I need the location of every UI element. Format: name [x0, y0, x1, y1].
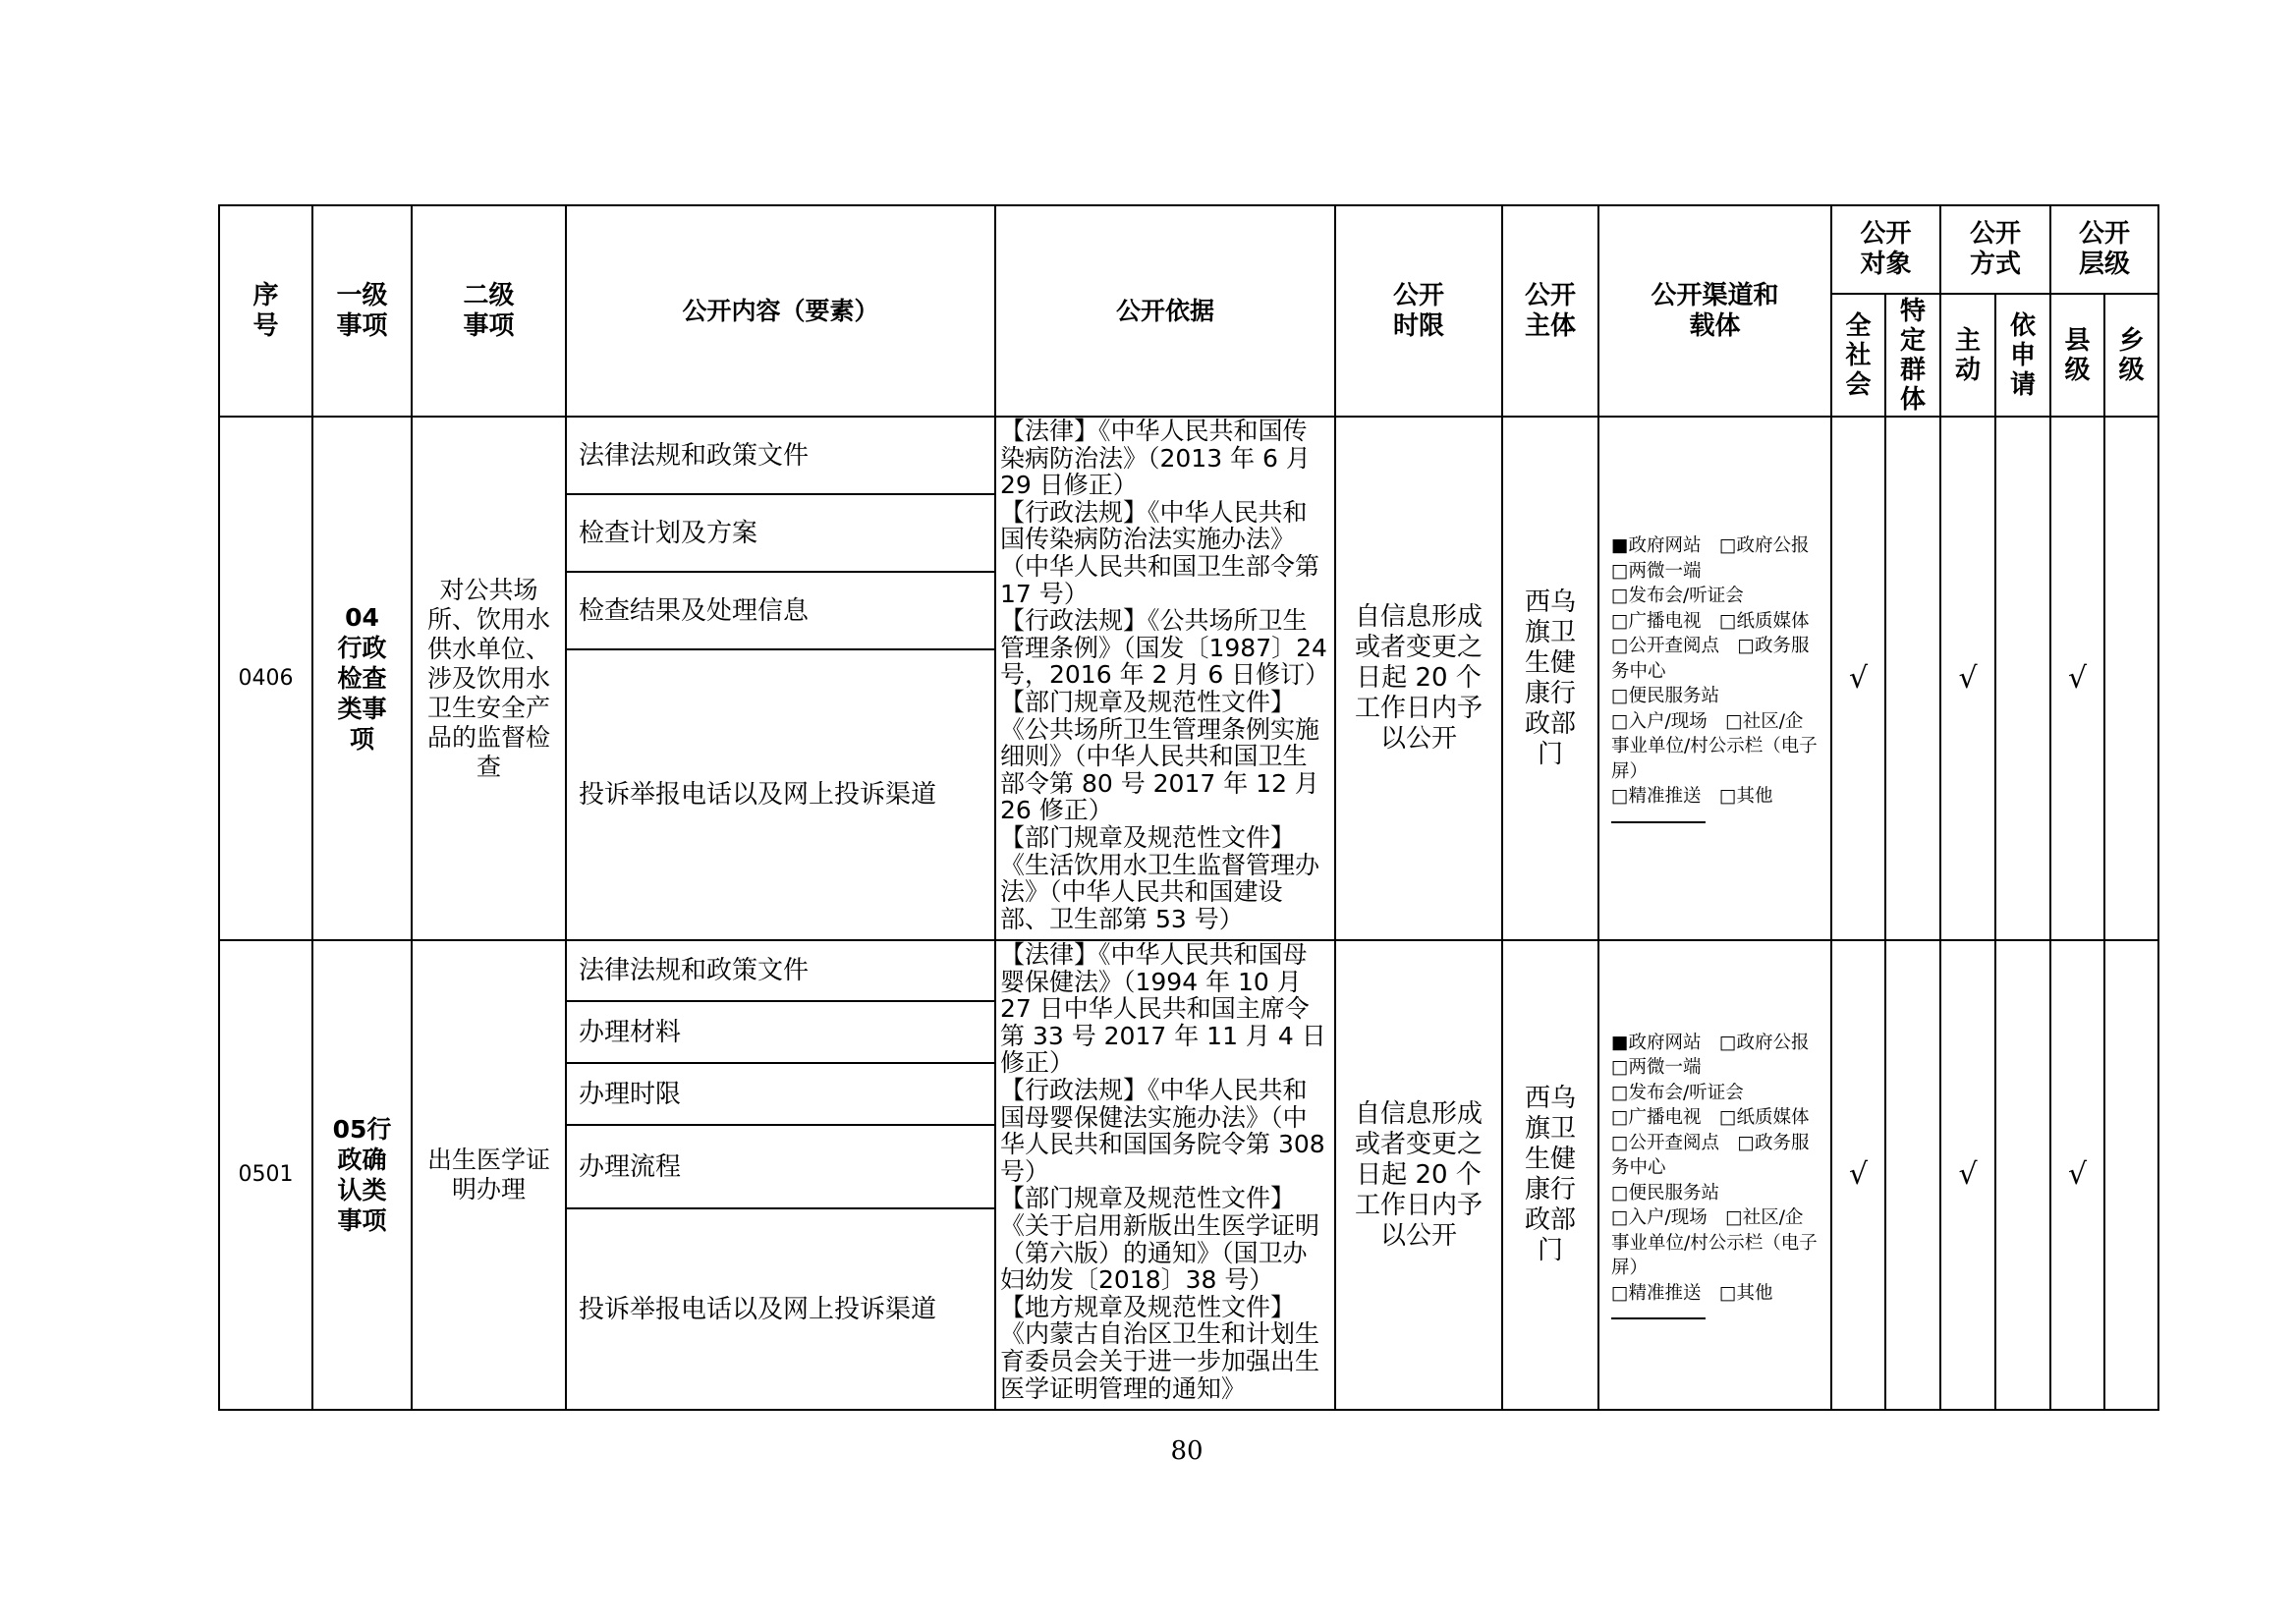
header-content: 公开内容（要素） — [566, 205, 995, 417]
header-target-specific: 特定群体 — [1885, 294, 1940, 417]
content-item: 办理流程 — [566, 1125, 995, 1208]
timing-cell: 自信息形成或者变更之日起 20 个工作日内予以公开 — [1335, 417, 1502, 940]
level1-cell: 05行政确认类事项 — [312, 940, 412, 1410]
check-mark: √ — [2050, 940, 2104, 1410]
header-subject: 公开主体 — [1502, 205, 1598, 417]
basis-cell — [995, 417, 1335, 940]
seq-cell: 0406 — [219, 417, 312, 940]
channel-cell — [1598, 417, 1831, 940]
content-item: 法律法规和政策文件 — [566, 940, 995, 1001]
content-item: 办理时限 — [566, 1063, 995, 1125]
level1-cell: 04 行政检查类事项 — [312, 417, 412, 940]
header-method-active: 主动 — [1940, 294, 1995, 417]
check-cell — [2104, 417, 2158, 940]
channel-option: □发布会/听证会 — [1611, 586, 1744, 607]
check-cell — [1995, 940, 2050, 1410]
channel-option: □便民服务站 — [1611, 1182, 1719, 1203]
subject-cell: 西乌旗卫生健康行政部门 — [1502, 940, 1598, 1410]
header-level1: 一级事项 — [312, 205, 412, 417]
header-target-all: 全社会 — [1831, 294, 1885, 417]
basis-item: 【部门规章及规范性文件】《生活饮用水卫生监督管理办法》（中华人民共和国建设部、卫生部第 53 号） — [1000, 822, 1320, 933]
basis-item: 【行政法规】《中华人民共和国母婴保健法实施办法》（中华人民共和国国务院令第 308 号） — [1000, 1075, 1325, 1186]
header-timing: 公开时限 — [1335, 205, 1502, 417]
check-mark: √ — [1940, 417, 1995, 940]
channel-cell — [1598, 940, 1831, 1410]
timing-cell: 自信息形成或者变更之日起 20 个工作日内予以公开 — [1335, 940, 1502, 1410]
check-cell — [1885, 940, 1940, 1410]
channel-option: □广播电视 □纸质媒体 □公开查阅点 □政务服务中心 — [1611, 610, 1827, 682]
header-level-township: 乡级 — [2104, 294, 2158, 417]
header-method-apply: 依申请 — [1995, 294, 2050, 417]
basis-item: 【行政法规】《公共场所卫生管理条例》（国发〔1987〕24 号，2016 年 2 月 6 日修订） — [1000, 606, 1330, 690]
header-method: 公开方式 — [1940, 205, 2050, 294]
basis-item: 【法律】《中华人民共和国母婴保健法》（1994 年 10 月 27 日中华人民共和国主席令第 33 号 2017 年 11 月 4 日修正） — [1000, 940, 1326, 1078]
channel-option: □入户/现场 □社区/企事业单位/村公示栏（电子屏） — [1611, 710, 1818, 782]
channel-option: ■政府网站 □政府公报 □两微一端 — [1611, 1032, 1827, 1079]
check-cell — [2104, 940, 2158, 1410]
table-row — [219, 940, 2158, 1001]
blank-line — [1611, 1317, 1706, 1319]
check-mark: √ — [1940, 940, 1995, 1410]
subject-cell: 西乌旗卫生健康行政部门 — [1502, 417, 1598, 940]
table-row — [219, 417, 2158, 494]
level2-cell: 出生医学证明办理 — [412, 940, 566, 1410]
content-item: 投诉举报电话以及网上投诉渠道 — [566, 649, 995, 940]
content-item: 投诉举报电话以及网上投诉渠道 — [566, 1208, 995, 1410]
header-level2: 二级事项 — [412, 205, 566, 417]
basis-item: 【部门规章及规范性文件】《公共场所卫生管理条例实施细则》（中华人民共和国卫生部令第 80 号 2017 年 12 月 26 修正） — [1000, 687, 1320, 825]
header-level: 公开层级 — [2050, 205, 2158, 294]
channel-option: □精准推送 □其他 — [1611, 786, 1773, 808]
content-item: 检查计划及方案 — [566, 494, 995, 572]
channel-option: □入户/现场 □社区/企事业单位/村公示栏（电子屏） — [1611, 1207, 1818, 1279]
channel-option: ■政府网站 □政府公报 □两微一端 — [1611, 535, 1827, 582]
header-level-county: 县级 — [2050, 294, 2104, 417]
basis-item: 【部门规章及规范性文件】《关于启用新版出生医学证明（第六版）的通知》（国卫办妇幼发〔2018〕38 号） — [1000, 1184, 1320, 1295]
channel-option: □精准推送 □其他 — [1611, 1282, 1773, 1304]
header-basis: 公开依据 — [995, 205, 1335, 417]
level2-cell: 对公共场所、饮用水供水单位、涉及饮用水卫生安全产品的监督检查 — [412, 417, 566, 940]
basis-item: 【法律】《中华人民共和国传染病防治法》（2013 年 6 月 29 日修正） — [1000, 417, 1311, 500]
basis-cell — [995, 940, 1335, 1410]
blank-line — [1611, 821, 1706, 823]
seq-cell: 0501 — [219, 940, 312, 1410]
disclosure-table — [218, 204, 2159, 1411]
content-item: 办理材料 — [566, 1001, 995, 1063]
basis-item: 【地方规章及规范性文件】《内蒙古自治区卫生和计划生育委员会关于进一步加强出生医学证明管理的通知》 — [1000, 1292, 1320, 1403]
channel-option: □便民服务站 — [1611, 686, 1719, 707]
channel-option: □发布会/听证会 — [1611, 1082, 1744, 1103]
check-cell — [1885, 417, 1940, 940]
page-number: 80 — [1170, 1436, 1204, 1466]
header-target: 公开对象 — [1831, 205, 1940, 294]
check-mark: √ — [2050, 417, 2104, 940]
content-item: 法律法规和政策文件 — [566, 417, 995, 494]
check-cell — [1995, 417, 2050, 940]
header-channel: 公开渠道和载体 — [1598, 205, 1831, 417]
content-item: 检查结果及处理信息 — [566, 572, 995, 649]
check-mark: √ — [1831, 417, 1885, 940]
channel-option: □广播电视 □纸质媒体 □公开查阅点 □政务服务中心 — [1611, 1107, 1827, 1179]
check-mark: √ — [1831, 940, 1885, 1410]
header-seq: 序号 — [219, 205, 312, 417]
basis-item: 【行政法规】《中华人民共和国传染病防治法实施办法》（中华人民共和国卫生部令第 17 号） — [1000, 497, 1320, 608]
